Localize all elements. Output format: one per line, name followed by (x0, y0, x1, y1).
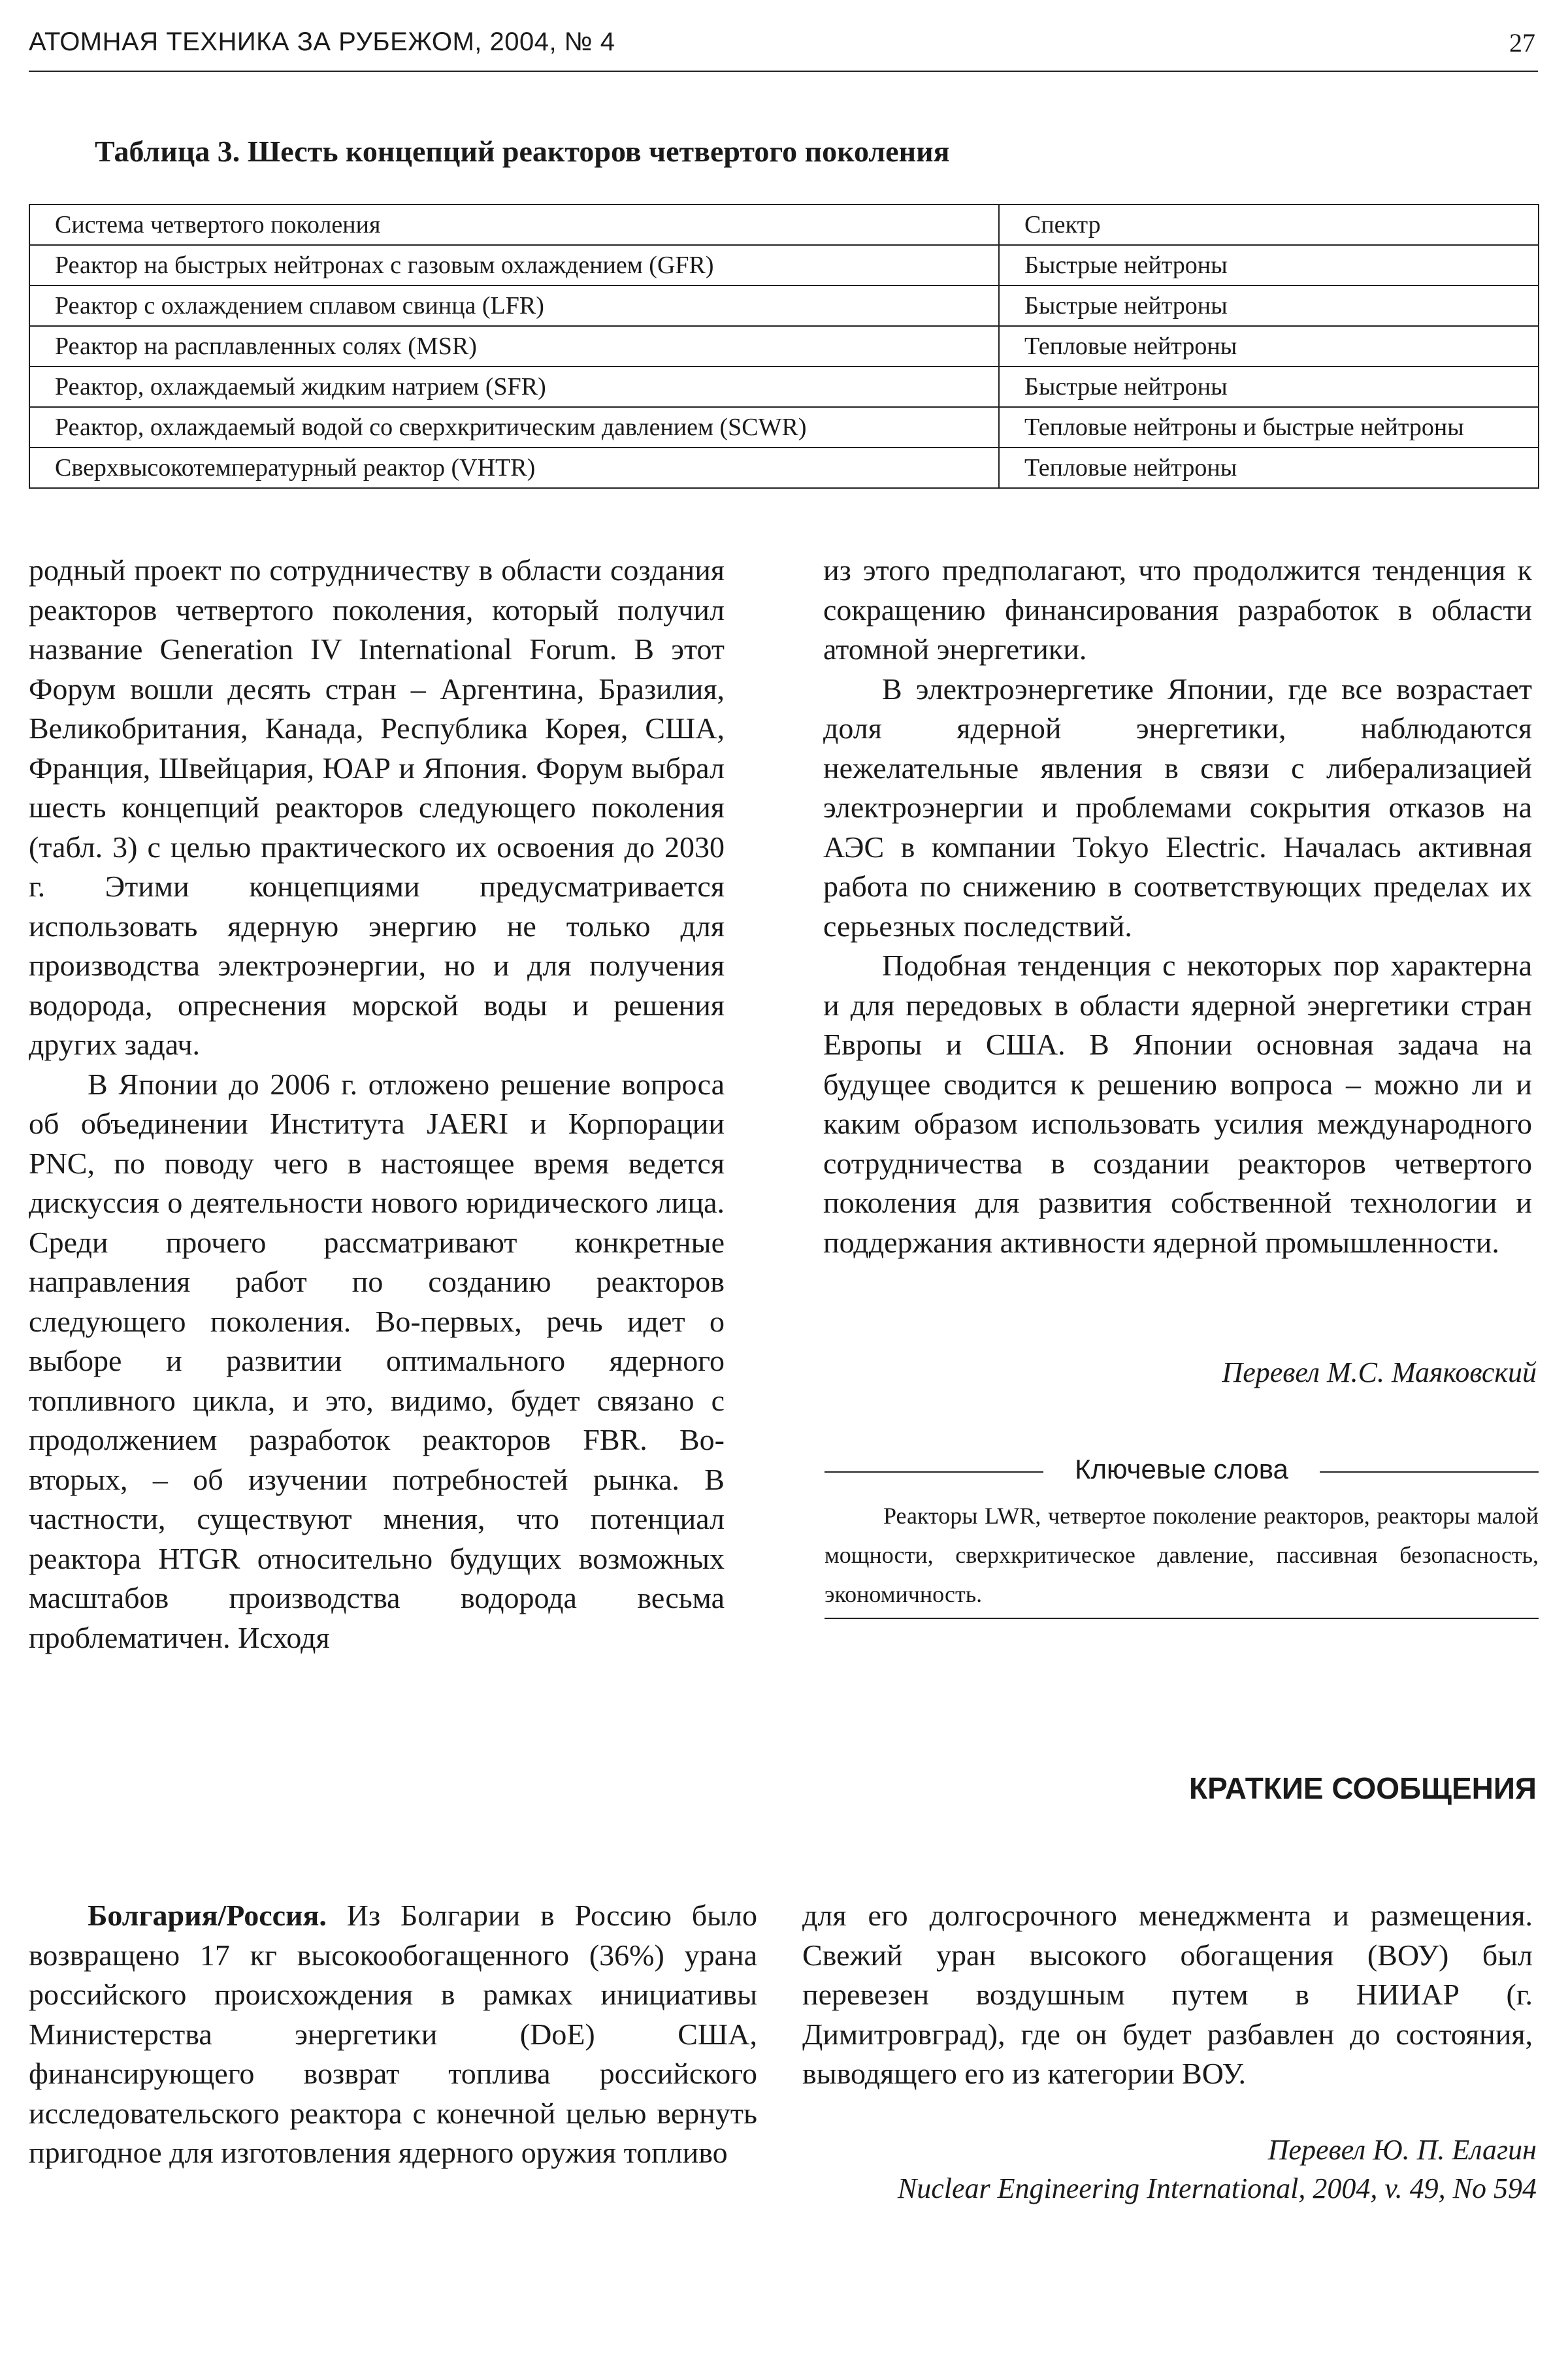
table-header-cell: Спектр (999, 204, 1539, 245)
news-source: Nuclear Engineering International, 2004, v. 49, No 594 (897, 2172, 1537, 2204)
table-cell: Быстрые нейтроны (999, 245, 1539, 286)
running-header (29, 27, 1538, 72)
table-row (29, 448, 1539, 488)
journal-title: АТОМНАЯ ТЕХНИКА ЗА РУБЕЖОМ, 2004, № 4 (29, 27, 615, 56)
table-cell: Быстрые нейтроны (999, 286, 1539, 326)
article-paragraph: В Японии до 2006 г. отложено решение вопроса об объединении Института JAERI и Корпорации PNC, по поводу чего в настоящее время ведется дискуссия о деятельности нового юридического лица. Среди прочего рассматривают конкретные направления работ по созданию реакторов следующего поколения. Во-первых, речь идет о выборе и развитии оптимального ядерного топливного цикла, и это, видимо, будет связано с продолжением разработок реакторов FBR. Во-вторых, – об изучении потребностей рынка. В частности, существуют мнения, что потенциал реактора HTGR относительно будущих возможных масштабов производства водорода весьма проблематичен. Исходя (29, 1067, 725, 1654)
table-cell: Быстрые нейтроны (999, 367, 1539, 407)
divider (1320, 1471, 1539, 1473)
table-cell: Реактор, охлаждаемый водой со сверхкритическим давлением (SCWR) (29, 407, 999, 448)
table-row (29, 326, 1539, 367)
table-row (29, 245, 1539, 286)
page-number: 27 (1509, 28, 1535, 57)
table-cell: Реактор на расплавленных солях (MSR) (29, 326, 999, 367)
table-cell: Реактор, охлаждаемый жидким натрием (SFR) (29, 367, 999, 407)
article-paragraph: из этого предполагают, что продолжится тенденция к сокращению финансирования разработок в области атомной энергетики. (823, 553, 1532, 666)
news-paragraph (29, 1896, 757, 2173)
keywords-heading (825, 1454, 1539, 1486)
news-lead: Болгария/Россия. (88, 1899, 327, 1932)
table-header-cell: Система четвертого поколения (29, 204, 999, 245)
article-left-column (29, 551, 725, 1658)
table-cell: Тепловые нейтроны (999, 448, 1539, 488)
keywords-text: Реакторы LWR, четвертое поколение реакторов, реакторы малой мощности, сверхкритическое давление, пассивная безопасность, экономичность. (825, 1496, 1539, 1619)
news-right-column (802, 1896, 1533, 2094)
table-row (29, 367, 1539, 407)
table-cell: Реактор с охлаждением сплавом свинца (LFR) (29, 286, 999, 326)
table-header-row (29, 204, 1539, 245)
news-text: Из Болгарии в Россию было возвращено 17 кг высокообогащенного (36%) урана российского происхождения в рамках инициативы Министерства энергетики (DoE) США, финансирующего возврат топлива российского исследовательского реактора с конечной целью вернуть пригодное для изготовления ядерного оружия топливо (29, 1899, 757, 2169)
article-paragraph: В электроэнергетике Японии, где все возрастает доля ядерной энергетики, наблюдаются нежелательные явления в связи с либерализацией электроэнергии и проблемами сокрытия отказов на АЭС в компании Tokyo Electric. Началась активная работа по снижению в соответствующих пределах их серьезных последствий. (823, 672, 1532, 943)
news-left-column (29, 1896, 757, 2173)
article-paragraph: родный проект по сотрудничеству в области создания реакторов четвертого поколения, который получил название Generation IV International Forum. В этот Форум вошли десять стран – Аргентина, Бразилия, Великобритания, Канада, Республика Корея, США, Франция, Швейцария, ЮАР и Япония. Форум выбрал шесть концепций реакторов следующего поколения (табл. 3) с целью практического их освоения до 2030 г. Этими концепциями предусматривается использовать ядерную энергию не только для производства электроэнергии, но и для получения водорода, опреснения морской воды и решения других задач. (29, 553, 725, 1061)
table-caption: Таблица 3. Шесть концепций реакторов четвертого поколения (95, 135, 950, 168)
table-cell: Сверхвысокотемпературный реактор (VHTR) (29, 448, 999, 488)
reactor-concepts-table (29, 204, 1539, 489)
table-row (29, 286, 1539, 326)
article-right-column (823, 551, 1532, 1262)
article-paragraph: Подобная тенденция с некоторых пор характерна и для передовых в области ядерной энергетики стран Европы и США. В Японии основная задача на будущее сводится к решению вопроса – можно ли и каким образом использовать усилия международного сотрудничества в создании реакторов четвертого поколения для развития собственной технологии и поддержания активности ядерной промышленности. (823, 949, 1532, 1259)
table-row (29, 407, 1539, 448)
table-cell: Тепловые нейтроны (999, 326, 1539, 367)
news-translator: Перевел Ю. П. Елагин (1267, 2134, 1537, 2166)
section-title: КРАТКИЕ СООБЩЕНИЯ (1189, 1771, 1537, 1805)
table-cell: Тепловые нейтроны и быстрые нейтроны (999, 407, 1539, 448)
table-cell: Реактор на быстрых нейтронах с газовым охлаждением (GFR) (29, 245, 999, 286)
article-translator: Перевел М.С. Маяковский (1222, 1356, 1537, 1388)
keywords-label: Ключевые слова (1075, 1454, 1288, 1484)
news-paragraph: для его долгосрочного менеджмента и размещения. Свежий уран высокого обогащения (ВОУ) был перевезен воздушным путем в НИИАР (г. Димитровград), где он будет разбавлен до состояния, выводящего его из категории ВОУ. (802, 1899, 1533, 2090)
